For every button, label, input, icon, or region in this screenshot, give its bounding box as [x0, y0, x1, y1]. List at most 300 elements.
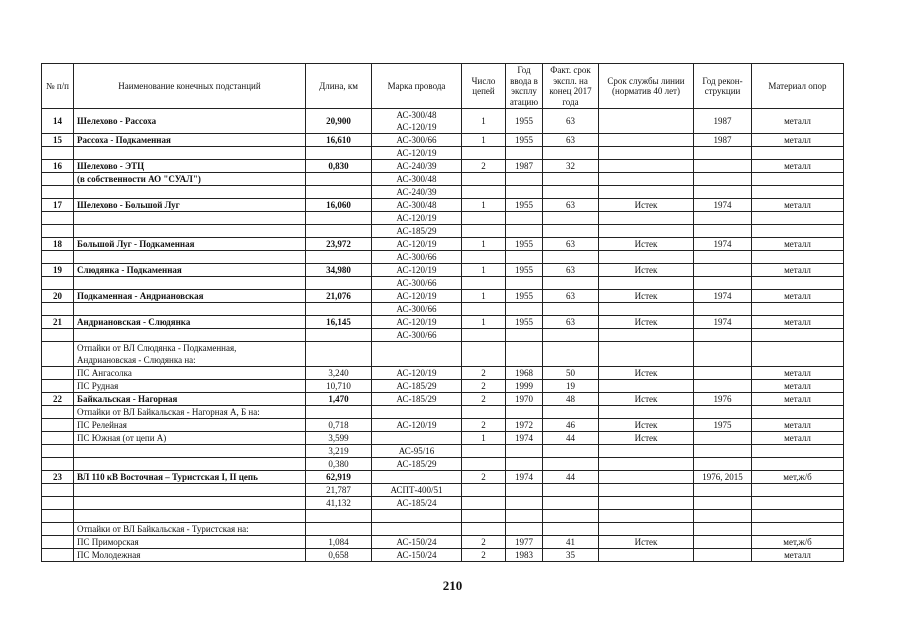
cell-material: металл: [752, 264, 844, 277]
cell-length: 41,132: [306, 497, 372, 510]
cell-num: 17: [42, 199, 74, 212]
cell-material: металл: [752, 160, 844, 173]
cell-recon: [694, 303, 752, 316]
cell-name: [74, 329, 306, 342]
cell-material: металл: [752, 134, 844, 147]
table-row: [42, 134, 844, 147]
cell-norm: [599, 251, 694, 264]
table-row: [42, 199, 844, 212]
cell-year: [506, 212, 543, 225]
cell-wire: АС-185/29: [372, 380, 462, 393]
cell-wire: [372, 342, 462, 367]
cell-length: 16,145: [306, 316, 372, 329]
cell-norm: [599, 523, 694, 536]
cell-actual: 63: [543, 290, 599, 303]
cell-name: [74, 147, 306, 160]
cell-year: 1974: [506, 432, 543, 445]
cell-actual: 63: [543, 109, 599, 134]
cell-num: [42, 173, 74, 186]
cell-year: [506, 277, 543, 290]
cell-name: Рассоха - Подкаменная: [74, 134, 306, 147]
cell-num: [42, 329, 74, 342]
cell-circuits: [462, 303, 506, 316]
cell-actual: 46: [543, 419, 599, 432]
table-row: [42, 109, 844, 134]
cell-year: [506, 406, 543, 419]
cell-wire: [372, 432, 462, 445]
table-row: [42, 510, 844, 523]
cell-name: [74, 303, 306, 316]
cell-name: Отпайки от ВЛ Байкальская - Туристская на:: [74, 523, 306, 536]
cell-recon: 1974: [694, 316, 752, 329]
cell-recon: [694, 497, 752, 510]
cell-norm: [599, 484, 694, 497]
cell-norm: Истек: [599, 316, 694, 329]
cell-circuits: [462, 251, 506, 264]
cell-length: [306, 212, 372, 225]
cell-circuits: 1: [462, 238, 506, 251]
cell-recon: [694, 523, 752, 536]
cell-wire: АС-300/66: [372, 303, 462, 316]
header-num: № п/п: [42, 64, 74, 109]
cell-circuits: [462, 225, 506, 238]
cell-norm: [599, 406, 694, 419]
table-row: [42, 316, 844, 329]
cell-year: 1983: [506, 549, 543, 562]
cell-norm: [599, 549, 694, 562]
cell-wire: АС-185/29: [372, 225, 462, 238]
cell-recon: [694, 536, 752, 549]
cell-num: [42, 510, 74, 523]
cell-circuits: 1: [462, 264, 506, 277]
cell-material: [752, 277, 844, 290]
cell-wire: АС-120/19: [372, 367, 462, 380]
cell-material: мет,ж/б: [752, 536, 844, 549]
cell-wire: АС-240/39: [372, 186, 462, 199]
cell-num: [42, 419, 74, 432]
cell-year: [506, 342, 543, 367]
cell-recon: [694, 186, 752, 199]
cell-recon: [694, 458, 752, 471]
cell-wire: АС-300/66: [372, 277, 462, 290]
cell-name: [74, 510, 306, 523]
cell-wire: АС-120/19: [372, 147, 462, 160]
table-row: [42, 160, 844, 173]
cell-material: металл: [752, 367, 844, 380]
cell-num: [42, 186, 74, 199]
table-row: [42, 186, 844, 199]
cell-year: 1955: [506, 316, 543, 329]
cell-length: [306, 342, 372, 367]
cell-norm: [599, 445, 694, 458]
cell-recon: [694, 212, 752, 225]
cell-norm: [599, 212, 694, 225]
cell-recon: 1987: [694, 134, 752, 147]
cell-recon: [694, 160, 752, 173]
table-row: [42, 367, 844, 380]
cell-material: металл: [752, 380, 844, 393]
header-row: [42, 64, 844, 109]
cell-actual: 19: [543, 380, 599, 393]
cell-recon: [694, 251, 752, 264]
cell-material: металл: [752, 393, 844, 406]
cell-norm: [599, 510, 694, 523]
cell-material: [752, 173, 844, 186]
cell-length: [306, 523, 372, 536]
cell-name: Подкаменная - Андриановская: [74, 290, 306, 303]
cell-circuits: [462, 147, 506, 160]
cell-material: [752, 147, 844, 160]
cell-recon: [694, 380, 752, 393]
cell-length: [306, 329, 372, 342]
cell-circuits: [462, 406, 506, 419]
cell-circuits: 1: [462, 316, 506, 329]
table-row: [42, 342, 844, 367]
cell-actual: [543, 445, 599, 458]
cell-length: 34,980: [306, 264, 372, 277]
cell-circuits: 2: [462, 367, 506, 380]
cell-circuits: 2: [462, 471, 506, 484]
header-name: Наименование конечных подстанций: [74, 64, 306, 109]
cell-material: [752, 303, 844, 316]
cell-actual: [543, 329, 599, 342]
cell-name: [74, 251, 306, 264]
cell-recon: [694, 277, 752, 290]
cell-length: 3,219: [306, 445, 372, 458]
cell-material: [752, 523, 844, 536]
cell-norm: [599, 134, 694, 147]
table-row: [42, 264, 844, 277]
cell-norm: [599, 147, 694, 160]
cell-length: 0,658: [306, 549, 372, 562]
cell-year: 1955: [506, 134, 543, 147]
cell-length: 20,900: [306, 109, 372, 134]
cell-material: металл: [752, 549, 844, 562]
table-body: [42, 109, 844, 562]
cell-name: ПС Южная (от цепи А): [74, 432, 306, 445]
cell-num: 18: [42, 238, 74, 251]
cell-length: [306, 173, 372, 186]
cell-length: 62,919: [306, 471, 372, 484]
cell-name: ПС Рудная: [74, 380, 306, 393]
cell-year: [506, 445, 543, 458]
cell-num: 20: [42, 290, 74, 303]
cell-material: [752, 212, 844, 225]
cell-wire: АС-300/66: [372, 329, 462, 342]
cell-wire: АС-300/48: [372, 199, 462, 212]
table-row: [42, 277, 844, 290]
cell-circuits: 1: [462, 134, 506, 147]
cell-circuits: 2: [462, 380, 506, 393]
cell-recon: [694, 264, 752, 277]
cell-year: [506, 329, 543, 342]
cell-length: 0,830: [306, 160, 372, 173]
cell-material: [752, 484, 844, 497]
header-actual-term: Факт. срок экспл. на конец 2017 года: [543, 64, 599, 109]
cell-actual: [543, 523, 599, 536]
cell-norm: [599, 342, 694, 367]
cell-year: 1970: [506, 393, 543, 406]
substations-table: [41, 63, 844, 562]
cell-year: 1955: [506, 238, 543, 251]
cell-num: [42, 251, 74, 264]
cell-wire: АС-120/19: [372, 290, 462, 303]
cell-material: [752, 510, 844, 523]
cell-circuits: [462, 329, 506, 342]
cell-num: [42, 147, 74, 160]
cell-year: [506, 303, 543, 316]
cell-year: 1955: [506, 264, 543, 277]
cell-material: [752, 406, 844, 419]
cell-circuits: [462, 277, 506, 290]
cell-recon: [694, 329, 752, 342]
cell-material: металл: [752, 419, 844, 432]
cell-material: металл: [752, 199, 844, 212]
cell-circuits: 2: [462, 536, 506, 549]
cell-name: [74, 212, 306, 225]
cell-actual: 63: [543, 264, 599, 277]
cell-name: Слюдянка - Подкаменная: [74, 264, 306, 277]
cell-circuits: 1: [462, 432, 506, 445]
cell-name: Большой Луг - Подкаменная: [74, 238, 306, 251]
cell-material: [752, 225, 844, 238]
cell-material: металл: [752, 109, 844, 134]
cell-name: [74, 277, 306, 290]
cell-name: Шелехово - Рассоха: [74, 109, 306, 134]
cell-year: [506, 225, 543, 238]
cell-length: [306, 186, 372, 199]
cell-length: 0,718: [306, 419, 372, 432]
cell-recon: [694, 342, 752, 367]
cell-norm: Истек: [599, 290, 694, 303]
cell-year: [506, 484, 543, 497]
cell-year: [506, 523, 543, 536]
cell-recon: [694, 225, 752, 238]
cell-num: [42, 303, 74, 316]
table-row: [42, 419, 844, 432]
cell-actual: 35: [543, 549, 599, 562]
cell-wire: АС-300/66: [372, 134, 462, 147]
cell-length: [306, 510, 372, 523]
cell-wire: АС-150/24: [372, 536, 462, 549]
cell-num: [42, 225, 74, 238]
cell-actual: 41: [543, 536, 599, 549]
cell-length: 1,084: [306, 536, 372, 549]
cell-norm: [599, 303, 694, 316]
cell-actual: [543, 510, 599, 523]
cell-length: 16,060: [306, 199, 372, 212]
cell-material: металл: [752, 290, 844, 303]
table-row: [42, 536, 844, 549]
cell-circuits: 1: [462, 109, 506, 134]
cell-norm: Истек: [599, 393, 694, 406]
cell-year: 1987: [506, 160, 543, 173]
cell-actual: [543, 484, 599, 497]
cell-wire: АС-95/16: [372, 445, 462, 458]
header-length: Длина, км: [306, 64, 372, 109]
cell-num: 22: [42, 393, 74, 406]
cell-name: Андриановская - Слюдянка: [74, 316, 306, 329]
cell-actual: [543, 251, 599, 264]
cell-num: 19: [42, 264, 74, 277]
cell-name: ПС Молодежная: [74, 549, 306, 562]
cell-recon: [694, 147, 752, 160]
cell-length: 21,076: [306, 290, 372, 303]
cell-circuits: [462, 510, 506, 523]
cell-num: [42, 406, 74, 419]
cell-material: мет,ж/б: [752, 471, 844, 484]
cell-length: 16,610: [306, 134, 372, 147]
cell-length: 1,470: [306, 393, 372, 406]
cell-actual: [543, 277, 599, 290]
cell-recon: 1987: [694, 109, 752, 134]
cell-year: 1955: [506, 199, 543, 212]
cell-name: [74, 186, 306, 199]
cell-name: Отпайки от ВЛ Слюдянка - Подкаменная, Андриановская - Слюдянка на:: [74, 342, 306, 367]
cell-wire: АС-120/19: [372, 316, 462, 329]
cell-material: металл: [752, 238, 844, 251]
cell-length: 21,787: [306, 484, 372, 497]
cell-actual: [543, 212, 599, 225]
cell-num: [42, 342, 74, 367]
cell-actual: [543, 186, 599, 199]
cell-actual: 50: [543, 367, 599, 380]
cell-circuits: 2: [462, 160, 506, 173]
cell-actual: 44: [543, 432, 599, 445]
cell-year: 1974: [506, 471, 543, 484]
cell-circuits: [462, 458, 506, 471]
cell-circuits: [462, 523, 506, 536]
cell-material: [752, 251, 844, 264]
cell-circuits: [462, 186, 506, 199]
table-row: [42, 290, 844, 303]
header-wire: Марка провода: [372, 64, 462, 109]
cell-length: [306, 277, 372, 290]
cell-material: [752, 445, 844, 458]
cell-material: [752, 458, 844, 471]
cell-name: Байкальская - Нагорная: [74, 393, 306, 406]
cell-norm: Истек: [599, 199, 694, 212]
cell-material: [752, 186, 844, 199]
cell-year: [506, 510, 543, 523]
cell-recon: [694, 173, 752, 186]
cell-actual: [543, 173, 599, 186]
cell-wire: АС-300/66: [372, 251, 462, 264]
cell-circuits: 1: [462, 290, 506, 303]
cell-recon: [694, 510, 752, 523]
cell-recon: 1975: [694, 419, 752, 432]
cell-norm: [599, 458, 694, 471]
cell-wire: [372, 510, 462, 523]
cell-wire: АС-240/39: [372, 160, 462, 173]
cell-name: ВЛ 110 кВ Восточная – Туристская I, II цепь: [74, 471, 306, 484]
cell-wire: [372, 406, 462, 419]
cell-name: [74, 458, 306, 471]
cell-norm: Истек: [599, 419, 694, 432]
cell-norm: Истек: [599, 264, 694, 277]
cell-norm: [599, 225, 694, 238]
table-row: [42, 393, 844, 406]
cell-recon: [694, 445, 752, 458]
cell-actual: [543, 458, 599, 471]
cell-num: [42, 445, 74, 458]
table-row: [42, 303, 844, 316]
cell-recon: 1974: [694, 238, 752, 251]
cell-length: 0,380: [306, 458, 372, 471]
cell-norm: [599, 186, 694, 199]
cell-name: ПС Ангасолка: [74, 367, 306, 380]
table-row: [42, 523, 844, 536]
cell-year: 1955: [506, 290, 543, 303]
cell-year: 1972: [506, 419, 543, 432]
cell-num: [42, 380, 74, 393]
table-row: [42, 173, 844, 186]
cell-year: [506, 497, 543, 510]
cell-material: металл: [752, 316, 844, 329]
cell-wire: АС-120/19: [372, 419, 462, 432]
cell-year: [506, 186, 543, 199]
cell-actual: 63: [543, 199, 599, 212]
cell-length: [306, 406, 372, 419]
cell-name: [74, 445, 306, 458]
cell-year: 1968: [506, 367, 543, 380]
page-number: 210: [442, 578, 463, 593]
cell-wire: АС-185/29: [372, 458, 462, 471]
cell-actual: 63: [543, 134, 599, 147]
cell-length: 23,972: [306, 238, 372, 251]
cell-norm: Истек: [599, 238, 694, 251]
table-row: [42, 329, 844, 342]
table-row: [42, 549, 844, 562]
cell-wire: АС-185/24: [372, 497, 462, 510]
cell-norm: Истек: [599, 432, 694, 445]
cell-num: [42, 458, 74, 471]
cell-num: [42, 432, 74, 445]
cell-actual: [543, 406, 599, 419]
cell-circuits: 1: [462, 199, 506, 212]
table-row: [42, 212, 844, 225]
cell-recon: [694, 406, 752, 419]
cell-year: 1999: [506, 380, 543, 393]
cell-name: ПС Приморская: [74, 536, 306, 549]
cell-material: [752, 497, 844, 510]
cell-circuits: [462, 484, 506, 497]
cell-norm: [599, 497, 694, 510]
cell-wire: АС-300/48 АС-120/19: [372, 109, 462, 134]
cell-length: 3,599: [306, 432, 372, 445]
header-norm-term: Срок службы линии (норматив 40 лет): [599, 64, 694, 109]
table-header: [42, 64, 844, 109]
cell-actual: 63: [543, 238, 599, 251]
cell-actual: [543, 225, 599, 238]
cell-wire: АС-150/24: [372, 549, 462, 562]
table-row: [42, 225, 844, 238]
cell-norm: [599, 277, 694, 290]
table-row: [42, 380, 844, 393]
cell-num: [42, 212, 74, 225]
cell-actual: 32: [543, 160, 599, 173]
cell-circuits: [462, 497, 506, 510]
cell-num: [42, 497, 74, 510]
cell-material: металл: [752, 432, 844, 445]
cell-actual: 63: [543, 316, 599, 329]
cell-num: 23: [42, 471, 74, 484]
header-year-start: Год ввода в эксплу атацию: [506, 64, 543, 109]
cell-circuits: [462, 173, 506, 186]
cell-length: [306, 147, 372, 160]
cell-name: [74, 484, 306, 497]
cell-year: 1955: [506, 109, 543, 134]
